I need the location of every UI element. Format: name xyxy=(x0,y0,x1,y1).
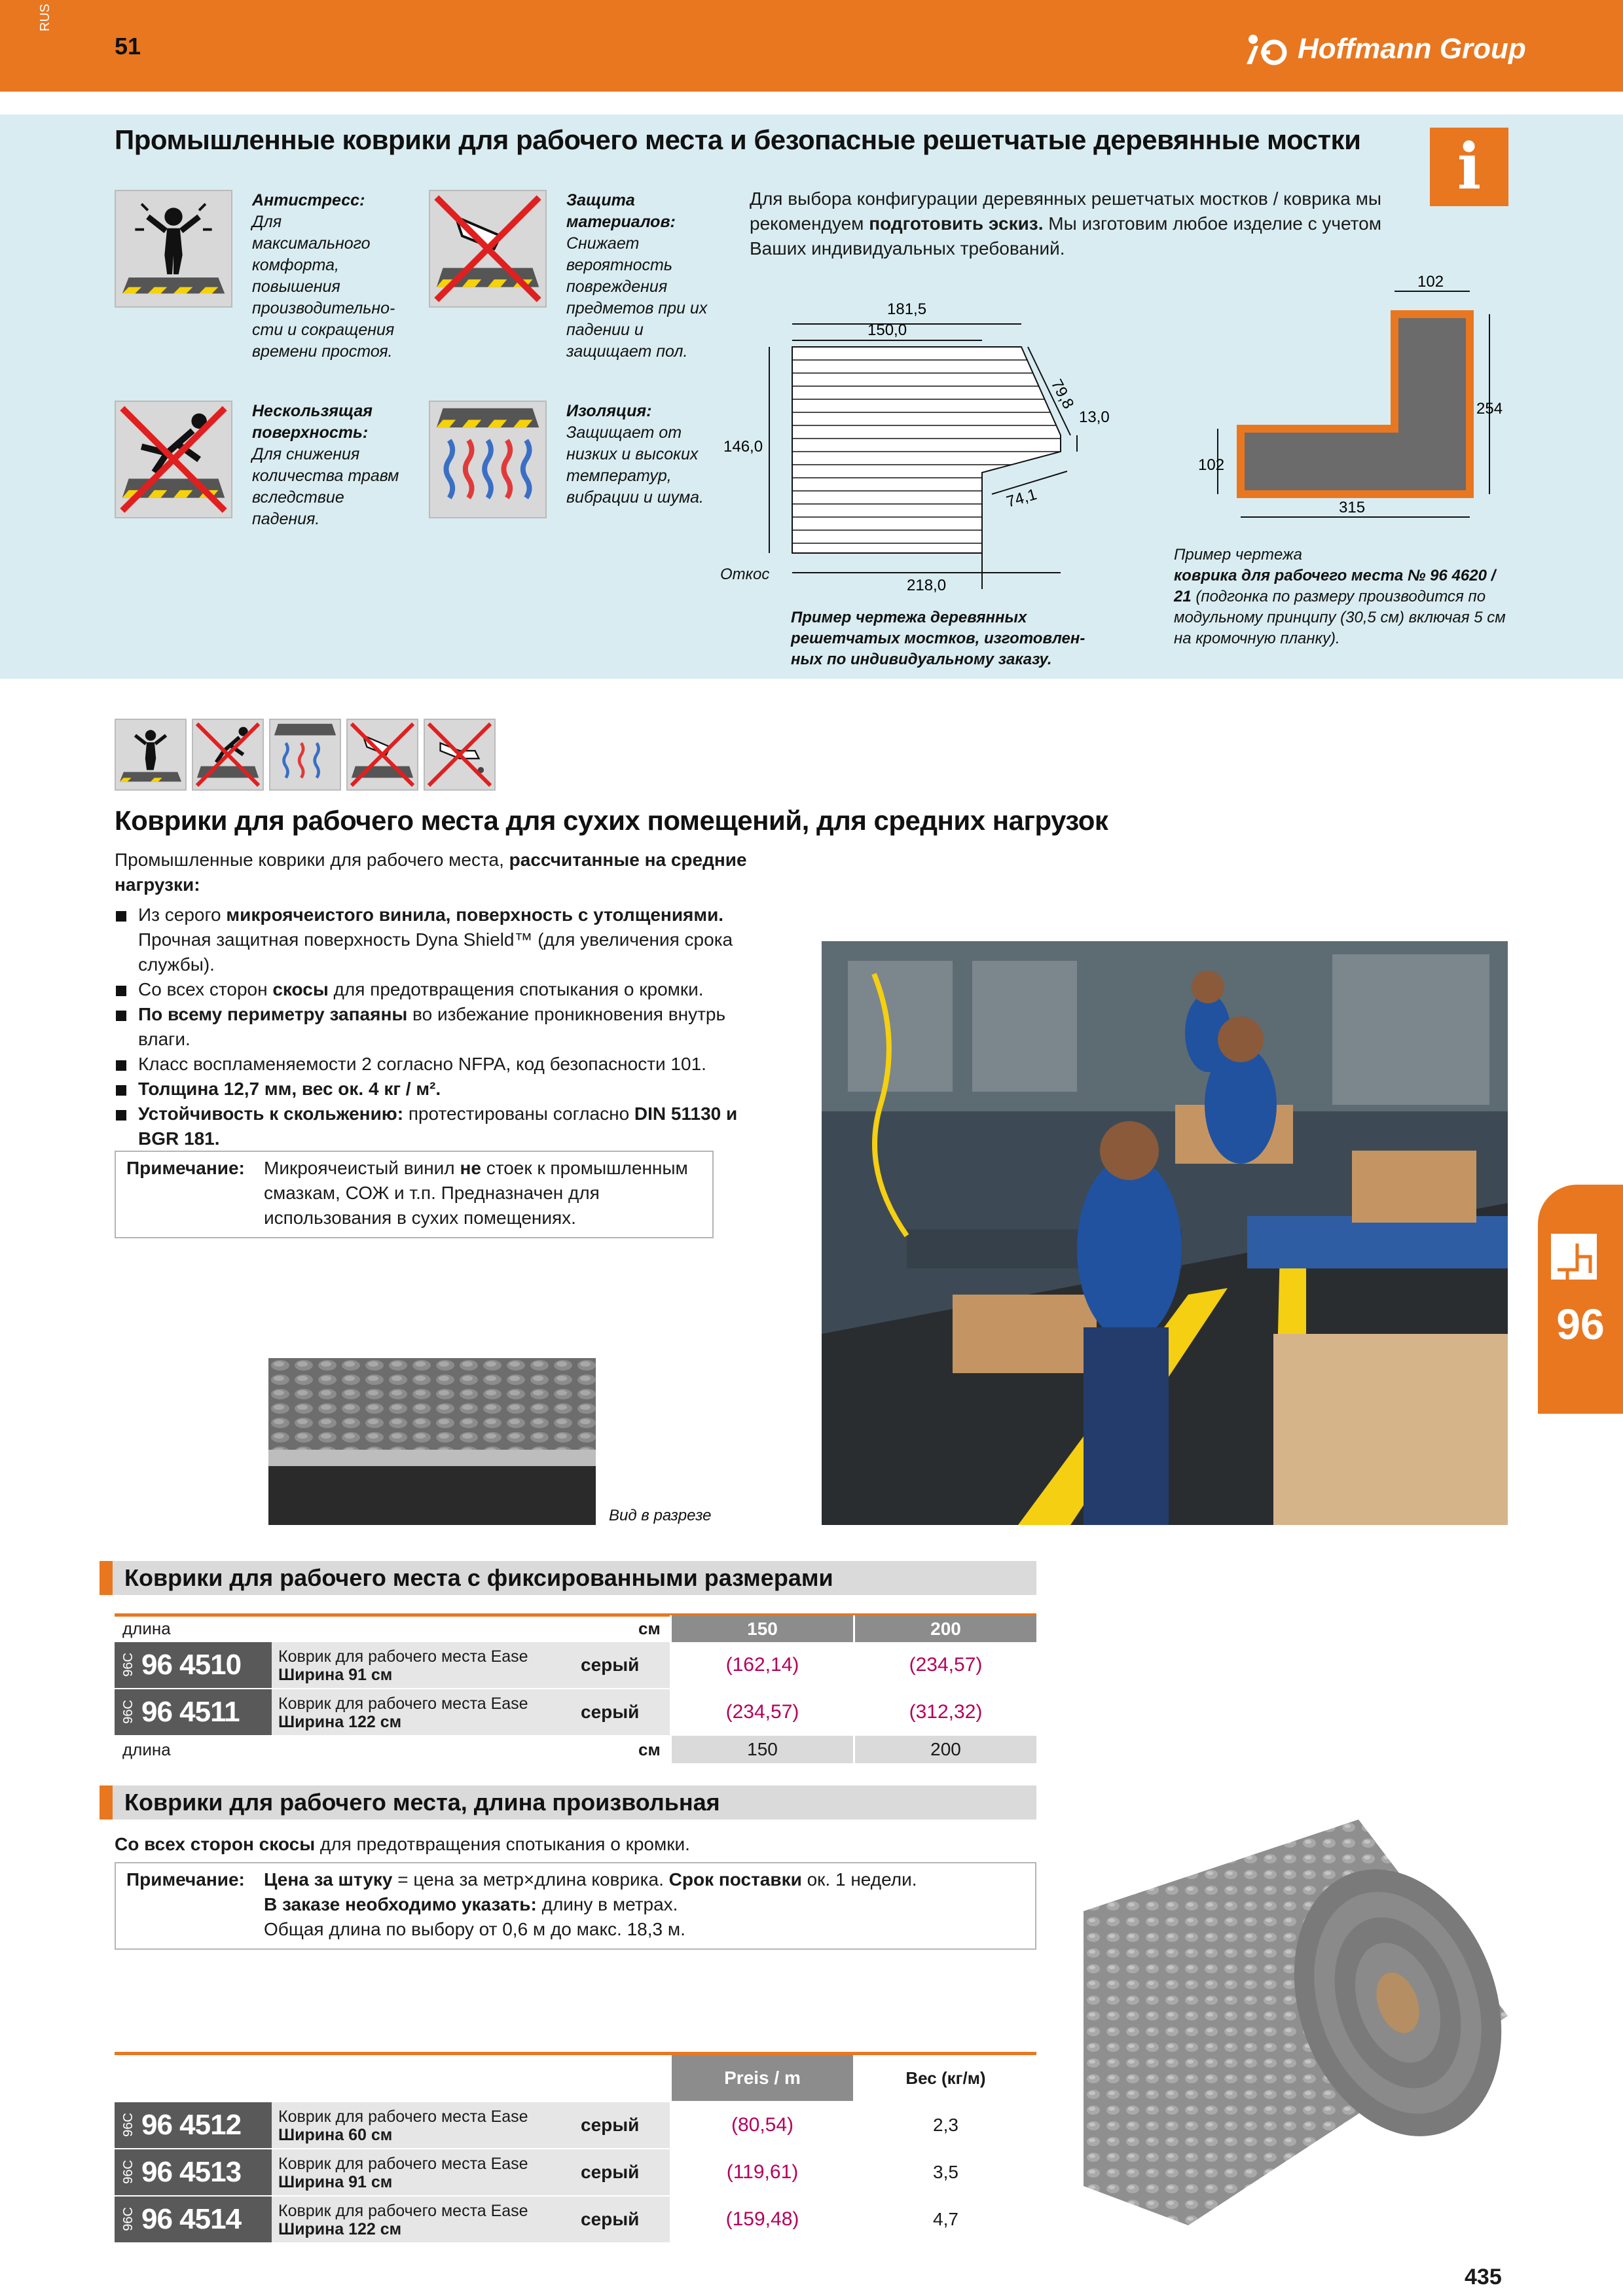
dim-315: 315 xyxy=(1339,499,1366,516)
info-text: Для выбора конфигурации деревянных решетчатых мостков / коврика мы рекомендуем подготовить эскиз. Мы изготовим любое изделие с учетом Ваших индивидуальных требований. xyxy=(750,188,1381,259)
note-label: Примечание: xyxy=(126,1869,245,1890)
price-per-meter: (119,61) xyxy=(670,2149,853,2195)
dim-150-0: 150,0 xyxy=(867,321,907,339)
weight-per-meter: 4,7 xyxy=(853,2197,1036,2242)
product-name: Коврик для рабочего места Ease xyxy=(278,2107,528,2126)
feature-item: Из серого микроячеистого винила, поверхность с утолщениями. Прочная защитная поверхность Dyna Shield™ (для увеличения срока службы). xyxy=(115,903,782,977)
table2-title: Коврики для рабочего места, длина произвольная xyxy=(124,1789,720,1816)
table1-title: Коврики для рабочего места с фиксированными размерами xyxy=(124,1564,833,1591)
dim-13-0: 13,0 xyxy=(1079,408,1110,426)
article-number[interactable] xyxy=(115,1689,272,1735)
feature-item: Со всех сторон скосы для предотвращения спотыкания о кромки. xyxy=(115,977,782,1002)
grating-drawing xyxy=(720,295,1113,602)
product-description xyxy=(272,2149,573,2195)
col-price: Preis / m xyxy=(670,2055,853,2101)
product-description xyxy=(272,2102,573,2148)
pictogram-label: Антистресс: Для максимального комфорта, повышения производительно-сти и сокращения времени простоя. xyxy=(252,191,395,361)
len-label: длина xyxy=(122,1619,171,1638)
unit-label: см xyxy=(638,1739,661,1759)
note-text: Цена за штуку = цена за метр×длина коврика. Срок поставки ок. 1 недели. В заказе необходимо указать: длину в метрах. Общая длина по выбору от 0,6 м до макс. 18,3 м. xyxy=(264,1869,917,1939)
product-color: серый xyxy=(573,1689,670,1735)
chapter-number: 96 xyxy=(1556,1300,1605,1348)
catalog-tag: 96C xyxy=(121,1700,136,1724)
workplace-chair-icon xyxy=(1538,1224,1623,1309)
brand-logo xyxy=(1244,33,1526,65)
table2-note-box xyxy=(115,1862,1036,1950)
table1-len-row-bottom xyxy=(115,1736,1036,1763)
price-150: (162,14) xyxy=(670,1642,853,1688)
table-row xyxy=(115,1690,1036,1736)
mat-cross-section-photo xyxy=(268,1358,596,1525)
product-description xyxy=(272,1642,573,1688)
dim-181-5: 181,5 xyxy=(887,300,927,318)
col-200: 200 xyxy=(853,1736,1036,1763)
price-per-meter: (80,54) xyxy=(670,2102,853,2148)
section-view-caption: Вид в разрезе xyxy=(609,1507,712,1524)
material-protection-icon xyxy=(429,190,547,308)
price-per-meter: (159,48) xyxy=(670,2197,853,2242)
info-icon: i xyxy=(1430,128,1508,206)
grating-caption: Пример чертежа деревянных решетчатых мостков, изготовлен-ных по индивидуальному заказу. xyxy=(791,609,1085,668)
feature-item: Класс воспламеняемости 2 согласно NFPA, код безопасности 101. xyxy=(115,1052,782,1077)
pictogram-label: Нескользящая поверхность: Для снижения количества травм вследствие падения. xyxy=(252,402,399,528)
antistress-icon xyxy=(115,190,232,308)
antislip-icon xyxy=(192,719,264,791)
feature-list xyxy=(115,903,782,1151)
price-150: (234,57) xyxy=(670,1689,853,1735)
article-id: 96 4512 xyxy=(141,2108,242,2141)
product-name: Коврик для рабочего места Ease xyxy=(278,1694,528,1713)
workplace-photo xyxy=(822,941,1508,1525)
table2-intro: Со всех сторон скосы для предотвращения спотыкания о кромки. xyxy=(115,1834,690,1854)
price-200: (234,57) xyxy=(853,1642,1036,1688)
price-200: (312,32) xyxy=(853,1689,1036,1735)
product-color: серый xyxy=(573,2197,670,2242)
article-id: 96 4514 xyxy=(141,2202,242,2235)
pictogram-strip xyxy=(115,719,496,791)
article-id: 96 4510 xyxy=(141,1648,242,1681)
table2-header xyxy=(100,1785,1036,1820)
dim-146-0: 146,0 xyxy=(723,438,763,456)
page-number: 435 xyxy=(1465,2265,1502,2289)
table1-len-row-top xyxy=(115,1613,1036,1641)
pictogram-label: Изоляция: Защищает от низких и высоких температур, вибрации и шума. xyxy=(566,402,704,507)
page-number-left: 51 xyxy=(115,33,141,60)
product-name: Коврик для рабочего места Ease xyxy=(278,2201,528,2220)
mat-drawing xyxy=(1198,268,1512,543)
no-oil-icon xyxy=(424,719,496,791)
catalog-tag: 96C xyxy=(121,1653,136,1677)
product-name: Коврик для рабочего места Ease xyxy=(278,2154,528,2173)
dim-218-0: 218,0 xyxy=(907,577,947,594)
article-number[interactable] xyxy=(115,2149,272,2195)
note-label: Примечание: xyxy=(126,1158,245,1178)
insulation-icon xyxy=(429,401,547,518)
dim-74-1: 74,1 xyxy=(1004,485,1039,511)
section-body xyxy=(115,848,782,1151)
article-id: 96 4513 xyxy=(141,2155,242,2188)
article-number[interactable] xyxy=(115,1642,272,1688)
info-title: Промышленные коврики для рабочего места и безопасные решетчатые деревянные мостки xyxy=(115,124,1361,155)
product-width: Ширина 91 см xyxy=(278,2172,393,2191)
col-150: 150 xyxy=(670,1615,853,1643)
mat-caption: Пример чертежа коврика для рабочего места № 96 4620 / 21 (подгонка по размеру производится по модульному принципу (30,5 см) включая 5 см на кромочную планку). xyxy=(1174,546,1506,647)
table-row xyxy=(115,1643,1036,1689)
catalog-tag: 96C xyxy=(121,2113,136,2137)
pictogram-label: Защита материалов: Снижает вероятность повреждения предметов при их падении и защищает пол. xyxy=(566,191,708,361)
rolled-mat-photo xyxy=(1084,1820,1508,2251)
product-color: серый xyxy=(573,1642,670,1688)
len-label: длина xyxy=(115,1740,638,1760)
table-row xyxy=(115,2103,1036,2149)
product-color: серый xyxy=(573,2149,670,2195)
product-width: Ширина 122 см xyxy=(278,2219,402,2238)
note-text: Микроячеистый винил не стоек к промышленным смазкам, СОЖ и т.п. Предназначен для использования в сухих помещениях. xyxy=(264,1158,688,1228)
feature-item: Устойчивость к скольжению: протестированы согласно DIN 51130 и BGR 181. xyxy=(115,1102,782,1151)
dim-102-left: 102 xyxy=(1198,456,1225,474)
product-description xyxy=(272,2197,573,2242)
note-box xyxy=(115,1151,714,1238)
section-intro: Промышленные коврики для рабочего места, рассчитанные на средние нагрузки: xyxy=(115,850,747,895)
article-number[interactable] xyxy=(115,2197,272,2242)
section-title: Коврики для рабочего места для сухих помещений, для средних нагрузок xyxy=(115,805,1108,836)
product-width: Ширина 122 см xyxy=(278,1712,402,1731)
feature-item: По всему периметру запаяны во избежание проникновения внутрь влаги. xyxy=(115,1002,782,1052)
otkos-label: Откос xyxy=(720,565,770,583)
col-150: 150 xyxy=(670,1736,853,1763)
product-width: Ширина 91 см xyxy=(278,1665,393,1684)
col-weight: Вес (кг/м) xyxy=(853,2055,1036,2101)
weight-per-meter: 3,5 xyxy=(853,2149,1036,2195)
article-number[interactable] xyxy=(115,2102,272,2148)
table-row xyxy=(115,2197,1036,2243)
hoffmann-logo-icon xyxy=(1244,33,1291,65)
unit-label: см xyxy=(638,1619,661,1638)
dim-79-8: 79,8 xyxy=(1047,376,1078,412)
table1-header xyxy=(100,1561,1036,1595)
product-name: Коврик для рабочего места Ease xyxy=(278,1647,528,1666)
dim-254: 254 xyxy=(1476,400,1503,418)
col-200: 200 xyxy=(853,1615,1036,1643)
product-width: Ширина 60 см xyxy=(278,2125,393,2144)
table2-col-header xyxy=(115,2052,1036,2101)
product-description xyxy=(272,1689,573,1735)
antislip-icon xyxy=(115,401,232,518)
catalog-tag: 96C xyxy=(121,2207,136,2231)
feature-item: Толщина 12,7 мм, вес ок. 4 кг / м². xyxy=(115,1077,782,1102)
article-id: 96 4511 xyxy=(141,1695,240,1728)
language-code: RUS xyxy=(38,3,52,31)
weight-per-meter: 2,3 xyxy=(853,2102,1036,2148)
material-protection-icon xyxy=(346,719,418,791)
product-color: серый xyxy=(573,2102,670,2148)
antistress-icon xyxy=(115,719,187,791)
insulation-icon xyxy=(269,719,341,791)
brand-name: Hoffmann Group xyxy=(1298,33,1526,65)
table-row xyxy=(115,2150,1036,2196)
catalog-tag: 96C xyxy=(121,2160,136,2184)
dim-102-top: 102 xyxy=(1417,273,1444,291)
